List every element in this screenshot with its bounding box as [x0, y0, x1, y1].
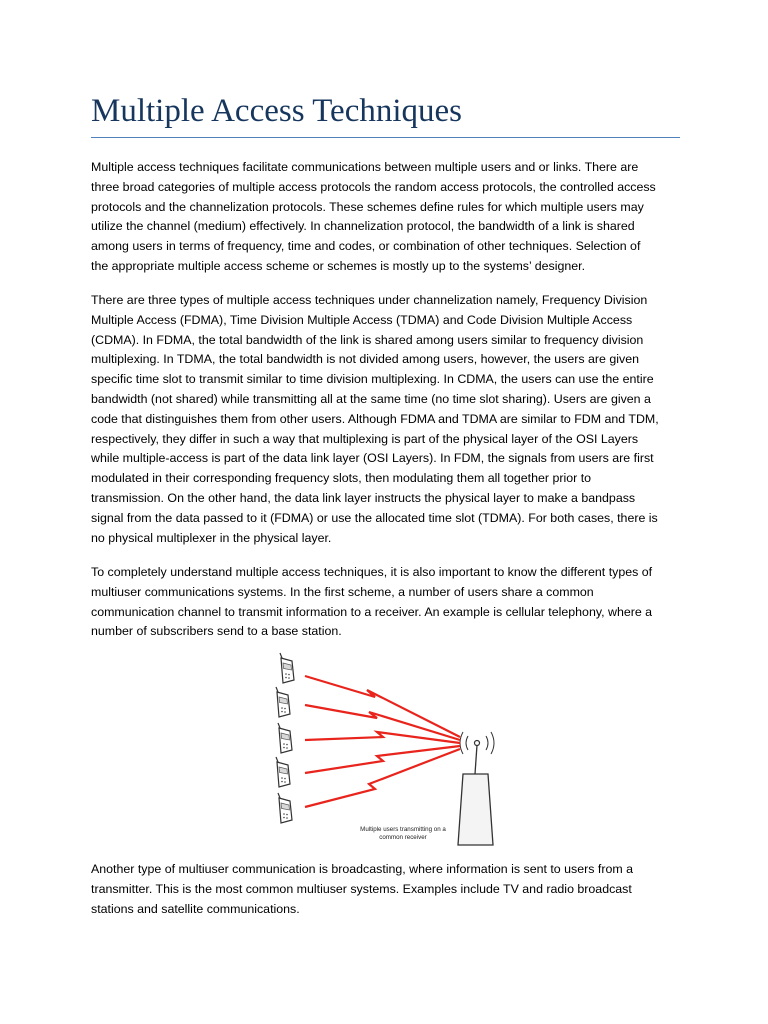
paragraph-line: respectively, they differ in such a way that multiplexing is part of the physical layer of the OSI Layers	[91, 431, 639, 446]
paragraph-line: transmitter. This is the most common multiuser systems. Examples include TV and radio broadcast	[91, 881, 632, 896]
paragraph-line: protocols and the channelization protocols. These schemes define rules for which multiple users may	[91, 199, 644, 214]
paragraph-line: Multiple Access (FDMA), Time Division Multiple Access (TDMA) and Code Division Multiple Access	[91, 312, 633, 327]
paragraph-line: the appropriate multiple access scheme or schemes is mostly up to the systems’ designer.	[91, 258, 586, 273]
paragraph-line: transmission. On the other hand, the data link layer instructs the physical layer to make a bandpass	[91, 490, 636, 505]
caption-line: common receiver	[379, 834, 427, 841]
paragraph-4	[91, 860, 681, 919]
paragraph-line: multiuser communications systems. In the first scheme, a number of users share a common	[91, 584, 594, 599]
page-title: Multiple Access Techniques	[91, 93, 463, 129]
paragraph-1	[91, 158, 681, 277]
paragraph-line: multiplexing. In TDMA, the total bandwidth is not divided among users, however, the users are given	[91, 352, 640, 367]
paragraph-line: three broad categories of multiple access protocols the random access protocols, the controlled access	[91, 179, 656, 194]
paragraph-line: specific time slot to transmit similar to time division multiplexing. In CDMA, the users can use the entire	[91, 372, 654, 387]
paragraph-line: There are three types of multiple access techniques under channelization namely, Frequency Division	[91, 293, 648, 307]
cell-phone-icon	[280, 653, 294, 683]
cell-phone-icon	[278, 793, 292, 823]
paragraph-line: communication channel to transmit information to a receiver. An example is cellular telephony, where a	[91, 604, 653, 619]
paragraph-line: Another type of multiuser communication is broadcasting, where information is sent to users from a	[91, 862, 633, 876]
paragraph-line: stations and satellite communications.	[91, 901, 300, 916]
paragraph-line: signal from the data passed to it (FDMA) or use the allocated time slot (TDMA). For both cases, there is	[91, 510, 658, 525]
cell-phone-icon	[278, 723, 292, 753]
caption-line: Multiple users transmitting on a	[360, 826, 446, 833]
paragraph-3	[91, 563, 681, 642]
paragraph-line: number of subscribers send to a base station.	[91, 624, 342, 639]
paragraph-line: while multiple-access is part of the data link layer (OSI Layers). In FDM, the signals from users are first	[91, 451, 654, 466]
cell-phone-icon	[276, 687, 290, 717]
multiple-users-figure	[265, 652, 505, 848]
paragraph-line: Multiple access techniques facilitate communications between multiple users and or links. There are	[91, 160, 639, 174]
paragraph-line: no physical multiplexer in the physical layer.	[91, 530, 332, 545]
figure-caption	[340, 826, 466, 842]
paragraph-line: modulated in their corresponding frequency slots, then modulating them all together prior to	[91, 471, 592, 486]
paragraph-line: code that distinguishes them from other users. Although FDMA and TDMA are similar to FDM and TDM,	[91, 411, 659, 426]
cell-phone-icon	[276, 757, 290, 787]
paragraph-line: among users in terms of frequency, time and codes, or combination of other techniques. Selection of	[91, 239, 641, 254]
paragraph-line: (CDMA). In FDMA, the total bandwidth of the link is shared among users similar to frequency division	[91, 332, 644, 347]
paragraph-2	[91, 291, 681, 548]
paragraph-line: To completely understand multiple access techniques, it is also important to know the different types of	[91, 565, 653, 579]
title-underline	[91, 137, 680, 138]
lightning-bolt-icon	[305, 676, 460, 807]
paragraph-line: utilize the channel (medium) effectively. In channelization protocol, the bandwidth of a link is shared	[91, 219, 635, 234]
paragraph-line: bandwidth (not shared) while transmitting all at the same time (no time slot sharing). Users are given a	[91, 391, 651, 406]
